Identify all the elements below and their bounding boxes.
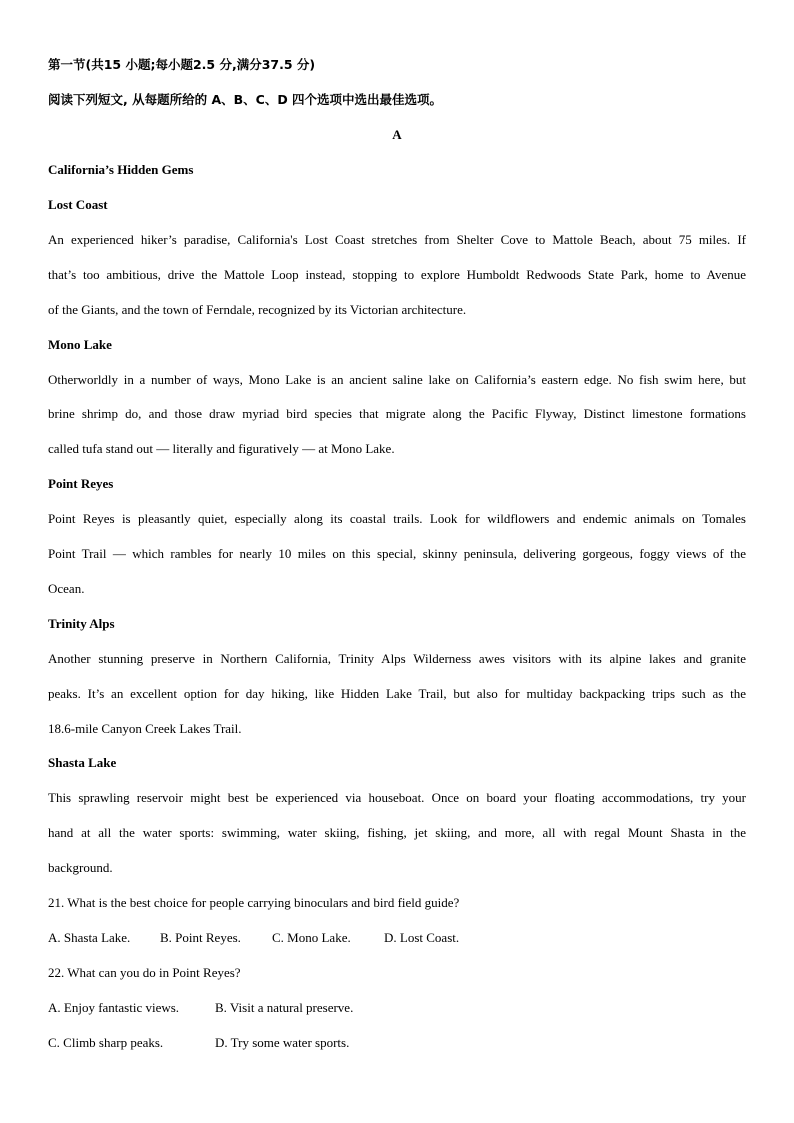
option-c: C. Mono Lake. xyxy=(272,930,351,945)
paragraph-line: Otherworldly in a number of ways, Mono Lake is an ancient saline lake on California’s eastern edge. No fish swim here, but xyxy=(48,372,746,387)
option-c: C. Climb sharp peaks. xyxy=(48,1035,164,1050)
option-b: B. Point Reyes. xyxy=(160,930,241,945)
section-heading-shasta-lake: Shasta Lake xyxy=(48,755,117,770)
paragraph-line: that’s too ambitious, drive the Mattole Loop instead, stopping to explore Humboldt Redwoods State Park, home to Avenue xyxy=(48,267,746,282)
section-heading-mono-lake: Mono Lake xyxy=(48,337,112,352)
article-title: California’s Hidden Gems xyxy=(48,162,194,177)
section-heading-lost-coast: Lost Coast xyxy=(48,197,108,212)
section-header: 第一节(共15 小题;每小题2.5 分,满分37.5 分) xyxy=(48,57,316,72)
paragraph-line: background. xyxy=(48,860,113,875)
option-d: D. Lost Coast. xyxy=(384,930,460,945)
paragraph-line: This sprawling reservoir might best be experienced via houseboat. Once on board your floating accommodations, try your xyxy=(48,790,746,805)
part-label: A xyxy=(392,127,402,142)
paragraph-line: Point Trail — which rambles for nearly 10 miles on this special, skinny peninsula, delivering gorgeous, foggy views of the xyxy=(48,546,746,561)
option-d: D. Try some water sports. xyxy=(215,1035,350,1050)
paragraph-line: brine shrimp do, and those draw myriad bird species that migrate along the Pacific Flyway, Distinct limestone formations xyxy=(48,406,746,421)
option-a: A. Enjoy fantastic views. xyxy=(48,1000,180,1015)
paragraph-line: peaks. It’s an excellent option for day hiking, like Hidden Lake Trail, but also for multiday backpacking trips such as the xyxy=(48,686,746,701)
paragraph-line: 18.6-mile Canyon Creek Lakes Trail. xyxy=(48,721,242,736)
paragraph-line: Ocean. xyxy=(48,581,85,596)
paragraph-line: called tufa stand out — literally and figuratively — at Mono Lake. xyxy=(48,441,395,456)
paragraph-line: Point Reyes is pleasantly quiet, especially along its coastal trails. Look for wildflowers and endemic animals on Tomales xyxy=(48,511,746,526)
option-b: B. Visit a natural preserve. xyxy=(215,1000,354,1015)
paragraph-line: An experienced hiker’s paradise, California's Lost Coast stretches from Shelter Cove to Mattole Beach, about 75 miles. If xyxy=(48,232,746,247)
option-a: A. Shasta Lake. xyxy=(48,930,131,945)
paragraph-line: hand at all the water sports: swimming, water skiing, fishing, jet skiing, and more, all with regal Mount Shasta in the xyxy=(48,825,746,840)
question-22-stem: 22. What can you do in Point Reyes? xyxy=(48,965,241,980)
section-heading-point-reyes: Point Reyes xyxy=(48,476,114,491)
question-21-stem: 21. What is the best choice for people carrying binoculars and bird field guide? xyxy=(48,895,460,910)
paragraph-line: Another stunning preserve in Northern California, Trinity Alps Wilderness awes visitors with its alpine lakes and granite xyxy=(48,651,746,666)
section-heading-trinity-alps: Trinity Alps xyxy=(48,616,115,631)
paragraph-line: of the Giants, and the town of Ferndale, recognized by its Victorian architecture. xyxy=(48,302,467,317)
instructions: 阅读下列短文, 从每题所给的 A、B、C、D 四个选项中选出最佳选项。 xyxy=(48,92,443,107)
